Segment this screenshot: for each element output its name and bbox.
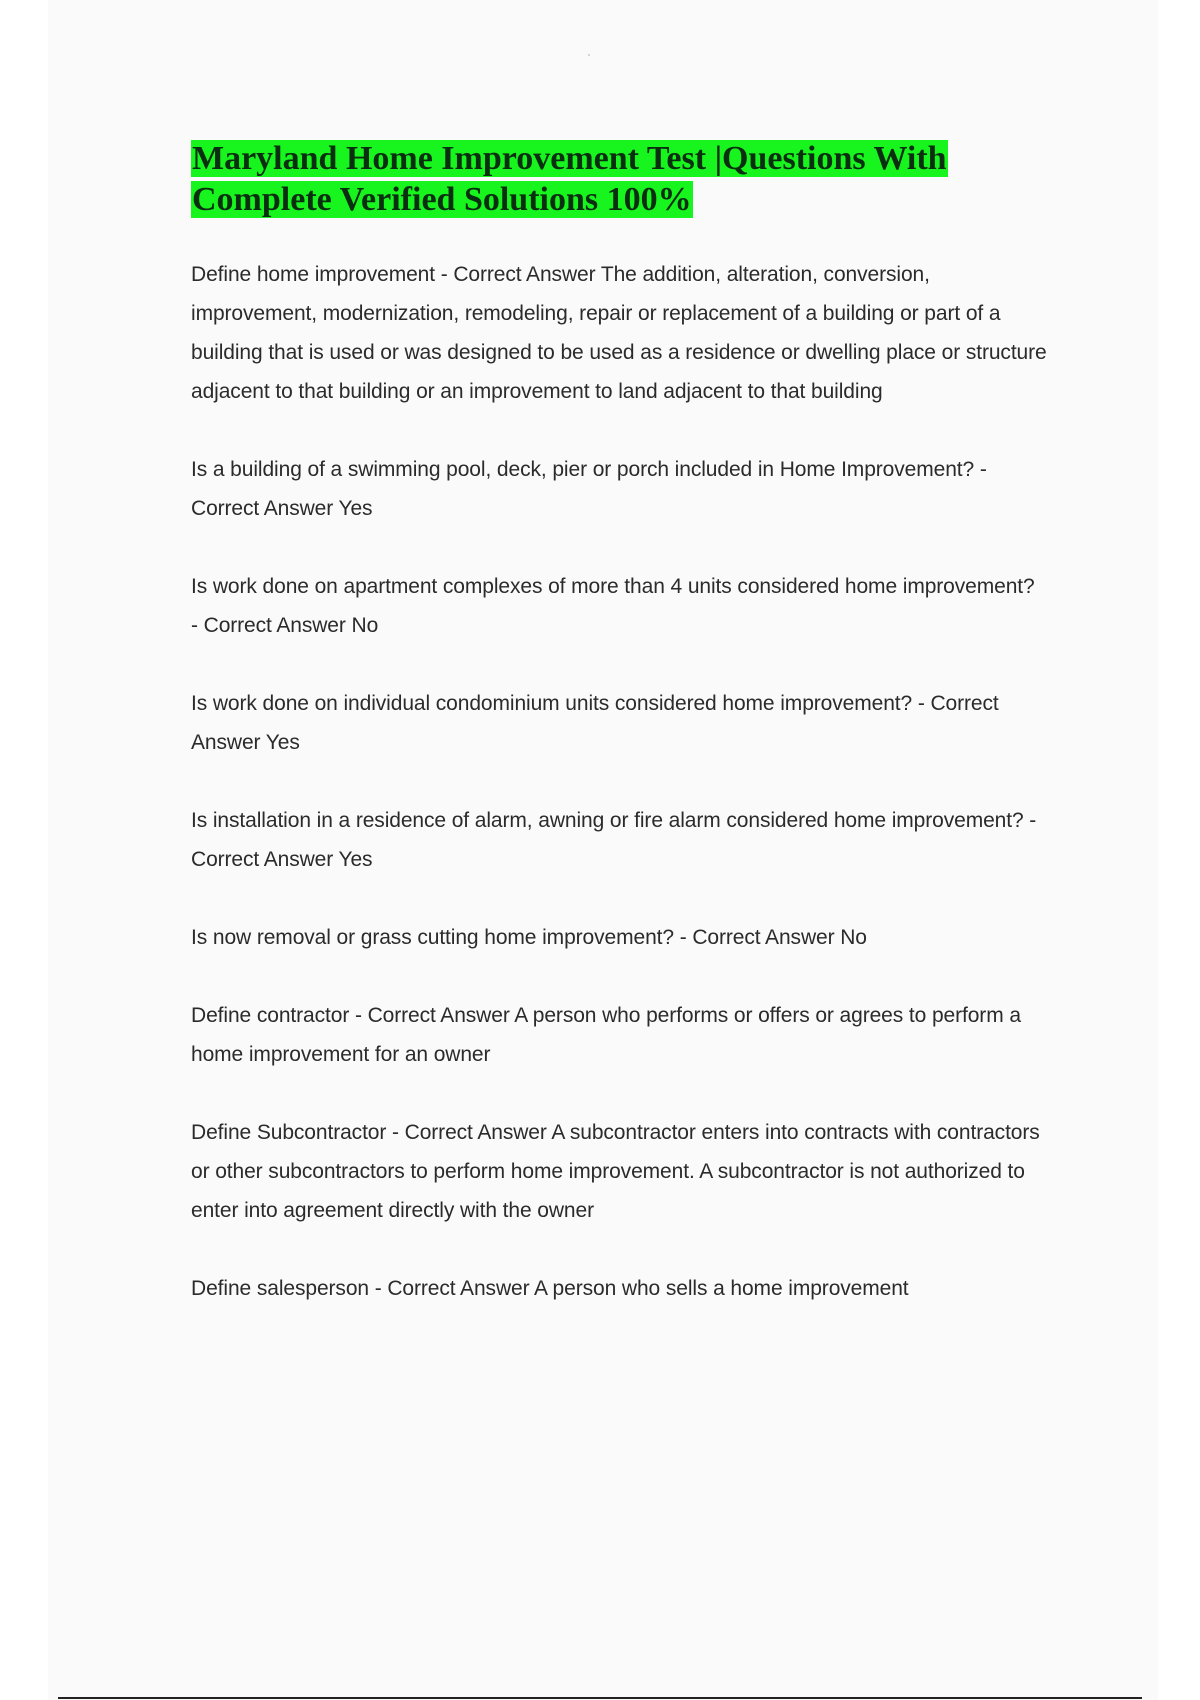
document-title: [191, 138, 991, 220]
qa-entry-grass-cutting: Is now removal or grass cutting home improvement? - Correct Answer No: [191, 926, 867, 949]
footer-rule: [58, 1697, 1142, 1699]
qa-entry-define-contractor: Define contractor - Correct Answer A person who performs or offers or agrees to perform a home improvement for an owner: [191, 1004, 1021, 1066]
scan-dot: [588, 54, 590, 56]
qa-entry-alarm-awning: Is installation in a residence of alarm, awning or fire alarm considered home improvement? - Correct Answer Yes: [191, 809, 1037, 871]
qa-entry-condominium-units: Is work done on individual condominium units considered home improvement? - Correct Answer Yes: [191, 692, 999, 754]
title-highlight: Maryland Home Improvement Test |Questions With Complete Verified Solutions 100%: [192, 140, 947, 218]
qa-entry-define-salesperson: Define salesperson - Correct Answer A person who sells a home improvement: [191, 1277, 909, 1300]
qa-entry-swimming-pool: Is a building of a swimming pool, deck, pier or porch included in Home Improvement? - Correct Answer Yes: [191, 458, 987, 520]
qa-list: [191, 255, 1047, 1347]
qa-entry-apartment-complexes: Is work done on apartment complexes of more than 4 units considered home improvement? - Correct Answer No: [191, 575, 1035, 637]
qa-entry-define-subcontractor: Define Subcontractor - Correct Answer A subcontractor enters into contracts with contractors or other subcontractors to perform home improvement. A subcontractor is not authorized to enter into agreement directly with the owner: [191, 1121, 1040, 1222]
qa-entry-define-home-improvement: Define home improvement - Correct Answer The addition, alteration, conversion, improvement, modernization, remodeling, repair or replacement of a building or part of a building that is used or was designed to be used as a residence or dwelling place or structure adjacent to that building or an improvement to land adjacent to that building: [191, 263, 1047, 403]
